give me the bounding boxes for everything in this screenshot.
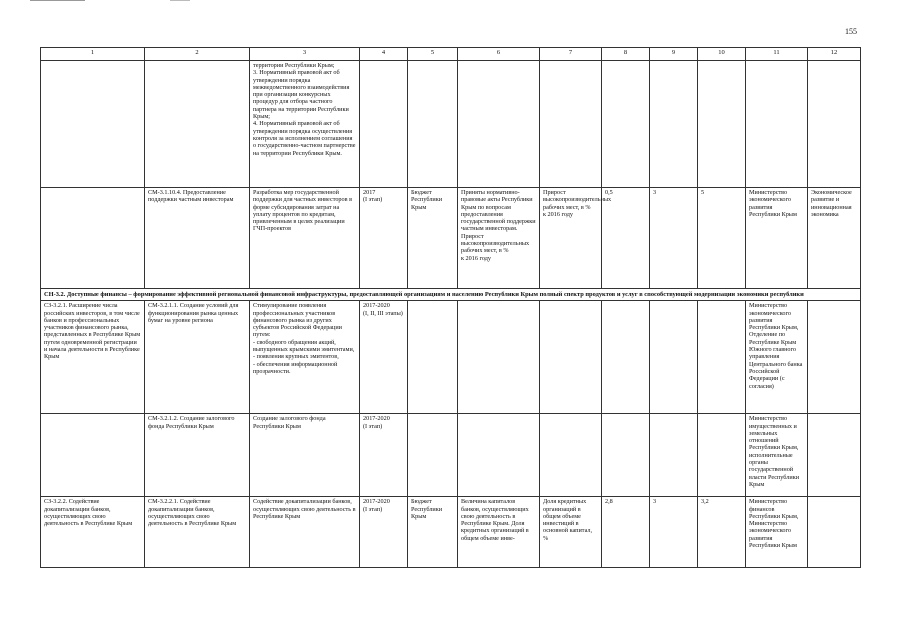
column-header: 9 xyxy=(650,48,698,61)
table-cell xyxy=(746,61,808,188)
table-row xyxy=(41,497,861,568)
table-cell: 2017-2020 (I, II, III этапы) xyxy=(360,301,408,414)
page-number: 155 xyxy=(845,27,857,36)
table-cell: Создание залогового фонда Республики Крым xyxy=(250,414,360,497)
table-cell xyxy=(458,301,540,414)
strategy-table xyxy=(40,47,861,568)
table-cell: 3 xyxy=(650,188,698,289)
table-row xyxy=(41,301,861,414)
table-cell: СМ-3.2.1.1. Создание условий для функционирования рынка ценных бумаг на уровне региона xyxy=(145,301,250,414)
column-header: 2 xyxy=(145,48,250,61)
table-cell: Доля кредитных организаций в общем объеме инвестиций в основной капитал, % xyxy=(540,497,602,568)
table-cell: Стимулирование появления профессиональных участников финансового рынка из других субъектов Российской Федерации путем: - свободного обращения акций, выпущенных крымскими эмитентами, - появления крупных эмитентов, - обеспечения информационной прозрачности. xyxy=(250,301,360,414)
column-header: 5 xyxy=(408,48,458,61)
table-cell: 5 xyxy=(698,188,746,289)
table-cell: 3,2 xyxy=(698,497,746,568)
table-row xyxy=(41,414,861,497)
table-cell xyxy=(360,61,408,188)
table-cell xyxy=(650,414,698,497)
table-cell: 2017 (I этап) xyxy=(360,188,408,289)
section-row xyxy=(41,289,861,301)
top-mark xyxy=(170,0,190,1)
column-header: 8 xyxy=(602,48,650,61)
table-cell: Министерство имущественных и земельных отношений Республики Крым, исполнительные органы государственной власти Республики Крым xyxy=(746,414,808,497)
table-cell xyxy=(408,61,458,188)
column-header: 11 xyxy=(746,48,808,61)
table-cell xyxy=(41,188,145,289)
column-header: 3 xyxy=(250,48,360,61)
table-cell: Бюджет Республики Крым xyxy=(408,188,458,289)
table-cell: 3 xyxy=(650,497,698,568)
table-cell: СМ-3.2.2.1. Содействие докапитализации банков, осуществляющих свою деятельность в Республике Крым xyxy=(145,497,250,568)
table-cell: Министерство экономического развития Республики Крым, Отделение по Республике Крым Южного главного управления Центрального банка Российской Федерации (с согласия) xyxy=(746,301,808,414)
table-cell: Разработка мер государственной поддержки для частных инвесторов в форме субсидирования затрат на уплату процентов по кредитам, привлеченным в целях реализации ГЧП-проектов xyxy=(250,188,360,289)
table-cell xyxy=(808,61,861,188)
table-cell: Величина капиталов банков, осуществляющих свою деятельность в Республике Крым. Доля кредитных организаций в общем объеме инве- xyxy=(458,497,540,568)
column-header: 4 xyxy=(360,48,408,61)
table-cell xyxy=(41,61,145,188)
table-cell: Содействие докапитализации банков, осуществляющих свою деятельность в Республике Крым xyxy=(250,497,360,568)
table-cell xyxy=(458,414,540,497)
header-row xyxy=(41,48,861,61)
table-row xyxy=(41,188,861,289)
table-cell: Министерство финансов Республики Крым, Министерство экономического развития Республики Крым xyxy=(746,497,808,568)
table-cell: СМ-3.2.1.2. Создание залогового фонда Республики Крым xyxy=(145,414,250,497)
table-cell xyxy=(698,301,746,414)
table-cell: СЗ-3.2.1. Расширение числа российских инвесторов, в том числе банков и профессиональных участников финансового рынка, представленных в Республике Крым путем одновременной регистрации и начала деятельности в Республике Крым xyxy=(41,301,145,414)
table-cell xyxy=(808,497,861,568)
table-cell: Приняты нормативно-правовые акты Республики Крым по вопросам предоставления государственной поддержки частным инвесторам. Прирост высокопроизводительных рабочих мест, в % к 2016 году xyxy=(458,188,540,289)
table-cell xyxy=(458,61,540,188)
top-mark xyxy=(30,0,85,1)
table-cell: Экономическое развитие и инновационная экономика xyxy=(808,188,861,289)
column-header: 6 xyxy=(458,48,540,61)
table-cell: 2017-2020 (I этап) xyxy=(360,497,408,568)
table-cell xyxy=(540,414,602,497)
table-cell xyxy=(41,414,145,497)
table-cell xyxy=(602,301,650,414)
column-header: 10 xyxy=(698,48,746,61)
table-cell xyxy=(808,301,861,414)
table-cell xyxy=(650,301,698,414)
column-header: 1 xyxy=(41,48,145,61)
column-header: 7 xyxy=(540,48,602,61)
table-cell xyxy=(650,61,698,188)
table-cell xyxy=(602,61,650,188)
table-cell xyxy=(602,414,650,497)
section-title: СН-3.2. Доступные финансы – формирование эффективной региональной финансовой инфраструктуры, предоставляющей организациям и населению Республики Крым полный спектр продуктов и услуг в способствующей модернизации экономики республики xyxy=(41,289,861,301)
table-cell xyxy=(408,301,458,414)
table-cell: Бюджет Республики Крым xyxy=(408,497,458,568)
table-cell: территории Республики Крым; 3. Нормативный правовой акт об утверждении порядка межведомственного взаимодействия при организации конкурсных процедур для отбора частного партнера на территории Республики Крым; 4. Нормативный правовой акт об утверждении порядка осуществления контроля за исполнением соглашения о государственно-частном партнерстве на территории Республики Крым. xyxy=(250,61,360,188)
table-cell xyxy=(540,61,602,188)
table-cell xyxy=(540,301,602,414)
table-cell xyxy=(408,414,458,497)
table-row xyxy=(41,61,861,188)
table-cell xyxy=(698,414,746,497)
column-header: 12 xyxy=(808,48,861,61)
table-cell xyxy=(145,61,250,188)
table-cell: Министерство экономического развития Республики Крым xyxy=(746,188,808,289)
table-cell: 0,5 xyxy=(602,188,650,289)
table-cell: СМ-3.1.10.4. Предоставление поддержки частным инвесторам xyxy=(145,188,250,289)
table-cell: СЗ-3.2.2. Содействие докапитализации банков, осуществляющих свою деятельность в Республике Крым xyxy=(41,497,145,568)
table-cell xyxy=(808,414,861,497)
table-cell: 2,8 xyxy=(602,497,650,568)
table-cell xyxy=(698,61,746,188)
table-cell: Прирост высокопроизводительных рабочих мест, в % к 2016 году xyxy=(540,188,602,289)
table-cell: 2017-2020 (I этап) xyxy=(360,414,408,497)
